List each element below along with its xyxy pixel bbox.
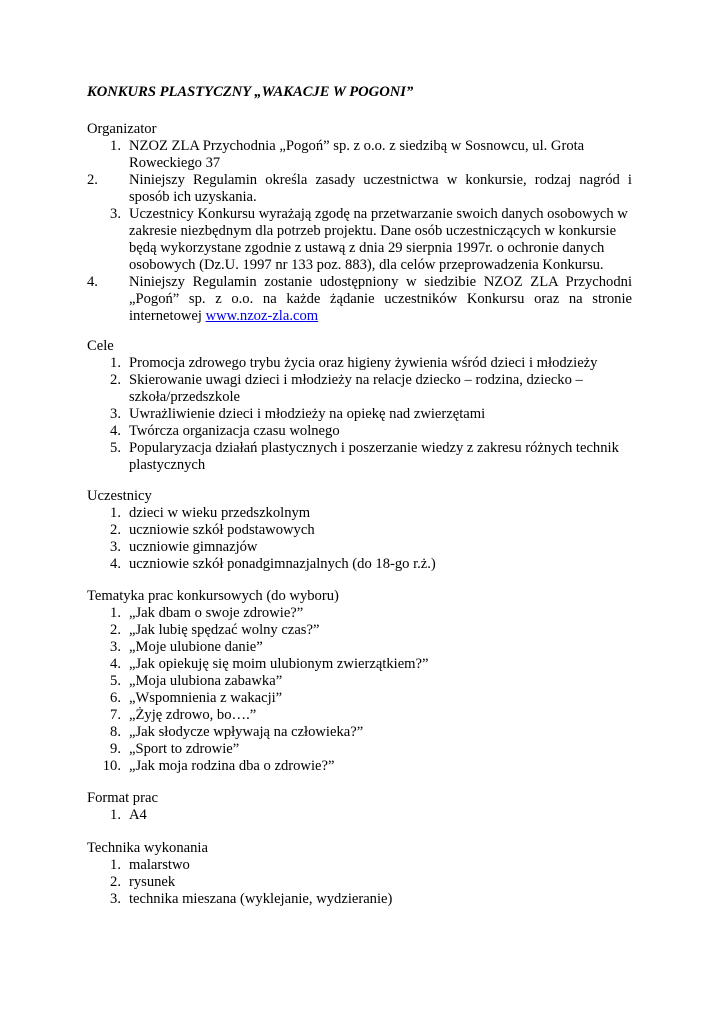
cele-list xyxy=(87,355,632,474)
item-text: „Jak moja rodzina dba o zdrowie?” xyxy=(129,758,335,774)
item-number: 5. xyxy=(110,673,121,689)
section-heading: Technika wykonania xyxy=(87,840,208,856)
item-text: Uczestnicy Konkursu wyrażają zgodę na przetwarzanie swoich danych osobowych w zakresie niezbędnym dla potrzeb projektu. Dane osób uczestniczących w konkursie będą wykorzystane zgodnie z ustawą z dnia 29 sierpnia 1997r. o ochronie danych osobowych (Dz.U. 1997 nr 133 poz. 883), dla celów przeprowadzenia Konkursu. xyxy=(129,206,628,273)
list-item xyxy=(87,891,632,908)
document-title: KONKURS PLASTYCZNY „WAKACJE W POGONI” xyxy=(87,84,414,100)
item-number: 2. xyxy=(87,172,98,188)
section-heading: Uczestnicy xyxy=(87,488,152,504)
item-number: 2. xyxy=(110,622,121,638)
list-item xyxy=(87,605,632,622)
item-number: 7. xyxy=(110,707,121,723)
section-heading: Format prac xyxy=(87,790,158,806)
item-number: 3. xyxy=(110,639,121,655)
list-item xyxy=(87,673,632,690)
list-item xyxy=(87,556,632,573)
item-number: 3. xyxy=(110,406,121,422)
item-number: 3. xyxy=(110,891,121,907)
section-technika xyxy=(87,840,632,908)
item-number: 1. xyxy=(110,355,121,371)
item-text: uczniowie szkół ponadgimnazjalnych (do 18-go r.ż.) xyxy=(129,556,436,572)
list-item xyxy=(87,440,632,474)
item-text: Promocja zdrowego trybu życia oraz higieny żywienia wśród dzieci i młodzieży xyxy=(129,355,598,371)
item-number: 6. xyxy=(110,690,121,706)
list-item xyxy=(87,656,632,673)
item-number: 2. xyxy=(110,372,121,388)
section-uczestnicy xyxy=(87,488,632,573)
list-item xyxy=(87,741,632,758)
organizator-list xyxy=(87,138,632,325)
item-text: A4 xyxy=(129,807,147,823)
item-text: dzieci w wieku przedszkolnym xyxy=(129,505,311,521)
list-item xyxy=(87,172,632,206)
list-item xyxy=(87,622,632,639)
list-item xyxy=(87,639,632,656)
item-number: 9. xyxy=(110,741,121,757)
list-item xyxy=(87,274,632,325)
section-organizator xyxy=(87,121,632,325)
list-item xyxy=(87,857,632,874)
list-item xyxy=(87,807,632,824)
item-number: 1. xyxy=(110,807,121,823)
item-number: 3. xyxy=(110,206,121,222)
list-item xyxy=(87,724,632,741)
list-item xyxy=(87,138,632,172)
list-item xyxy=(87,206,632,274)
item-number: 8. xyxy=(110,724,121,740)
item-number: 4. xyxy=(110,656,121,672)
item-text: Twórcza organizacja czasu wolnego xyxy=(129,423,340,439)
item-number: 4. xyxy=(110,556,121,572)
item-text: Niniejszy Regulamin zostanie udostępniony w siedzibie NZOZ ZLA Przychodni „Pogoń” sp. z o.o. na każde żądanie uczestników Konkursu oraz na stronie internetowej xyxy=(129,274,632,324)
item-text: Uwrażliwienie dzieci i młodzieży na opiekę nad zwierzętami xyxy=(129,406,486,422)
item-text: uczniowie szkół podstawowych xyxy=(129,522,315,538)
section-format xyxy=(87,790,632,824)
list-item xyxy=(87,423,632,440)
item-number: 1. xyxy=(110,857,121,873)
item-number: 10. xyxy=(102,758,121,774)
item-text: uczniowie gimnazjów xyxy=(129,539,258,555)
item-text: „Jak dbam o swoje zdrowie?” xyxy=(129,605,304,621)
list-item xyxy=(87,874,632,891)
item-text: „Żyję zdrowo, bo….” xyxy=(129,707,257,723)
list-item xyxy=(87,355,632,372)
format-list xyxy=(87,807,632,824)
item-text: rysunek xyxy=(129,874,176,890)
list-item xyxy=(87,707,632,724)
item-number: 1. xyxy=(110,605,121,621)
uczestnicy-list xyxy=(87,505,632,573)
section-heading: Cele xyxy=(87,338,114,354)
item-text: malarstwo xyxy=(129,857,190,873)
item-text: „Moje ulubione danie” xyxy=(129,639,263,655)
item-number: 5. xyxy=(110,440,121,456)
item-text: „Sport to zdrowie” xyxy=(129,741,240,757)
website-link[interactable]: www.nzoz-zla.com xyxy=(205,308,319,324)
item-number: 1. xyxy=(110,505,121,521)
item-text: NZOZ ZLA Przychodnia „Pogoń” sp. z o.o. z siedzibą w Sosnowcu, ul. Grota Roweckiego 37 xyxy=(129,138,585,171)
list-item xyxy=(87,406,632,423)
item-number: 4. xyxy=(87,274,98,290)
item-number: 4. xyxy=(110,423,121,439)
list-item xyxy=(87,539,632,556)
section-tematyka xyxy=(87,588,632,775)
list-item xyxy=(87,505,632,522)
item-text: „Moja ulubiona zabawka” xyxy=(129,673,283,689)
item-text: technika mieszana (wyklejanie, wydzieranie) xyxy=(129,891,393,907)
item-text: „Jak słodycze wpływają na człowieka?” xyxy=(129,724,364,740)
item-text: Popularyzacja działań plastycznych i poszerzanie wiedzy z zakresu różnych technik plastycznych xyxy=(129,440,619,473)
section-heading: Tematyka prac konkursowych (do wyboru) xyxy=(87,588,339,604)
item-text: „Jak opiekuję się moim ulubionym zwierzątkiem?” xyxy=(129,656,429,672)
section-heading: Organizator xyxy=(87,121,157,137)
tematyka-list xyxy=(87,605,632,775)
section-cele xyxy=(87,338,632,474)
list-item xyxy=(87,758,632,775)
item-text: Skierowanie uwagi dzieci i młodzieży na relacje dziecko – rodzina, dziecko – szkoła/przedszkole xyxy=(129,372,583,405)
item-text: Niniejszy Regulamin określa zasady uczestnictwa w konkursie, rodzaj nagród i sposób ich uzyskania. xyxy=(129,172,632,205)
list-item xyxy=(87,522,632,539)
item-number: 2. xyxy=(110,522,121,538)
item-text: „Wspomnienia z wakacji” xyxy=(129,690,283,706)
list-item xyxy=(87,690,632,707)
item-text: „Jak lubię spędzać wolny czas?” xyxy=(129,622,320,638)
item-number: 1. xyxy=(110,138,121,154)
item-number: 3. xyxy=(110,539,121,555)
technika-list xyxy=(87,857,632,908)
item-number: 2. xyxy=(110,874,121,890)
list-item xyxy=(87,372,632,406)
